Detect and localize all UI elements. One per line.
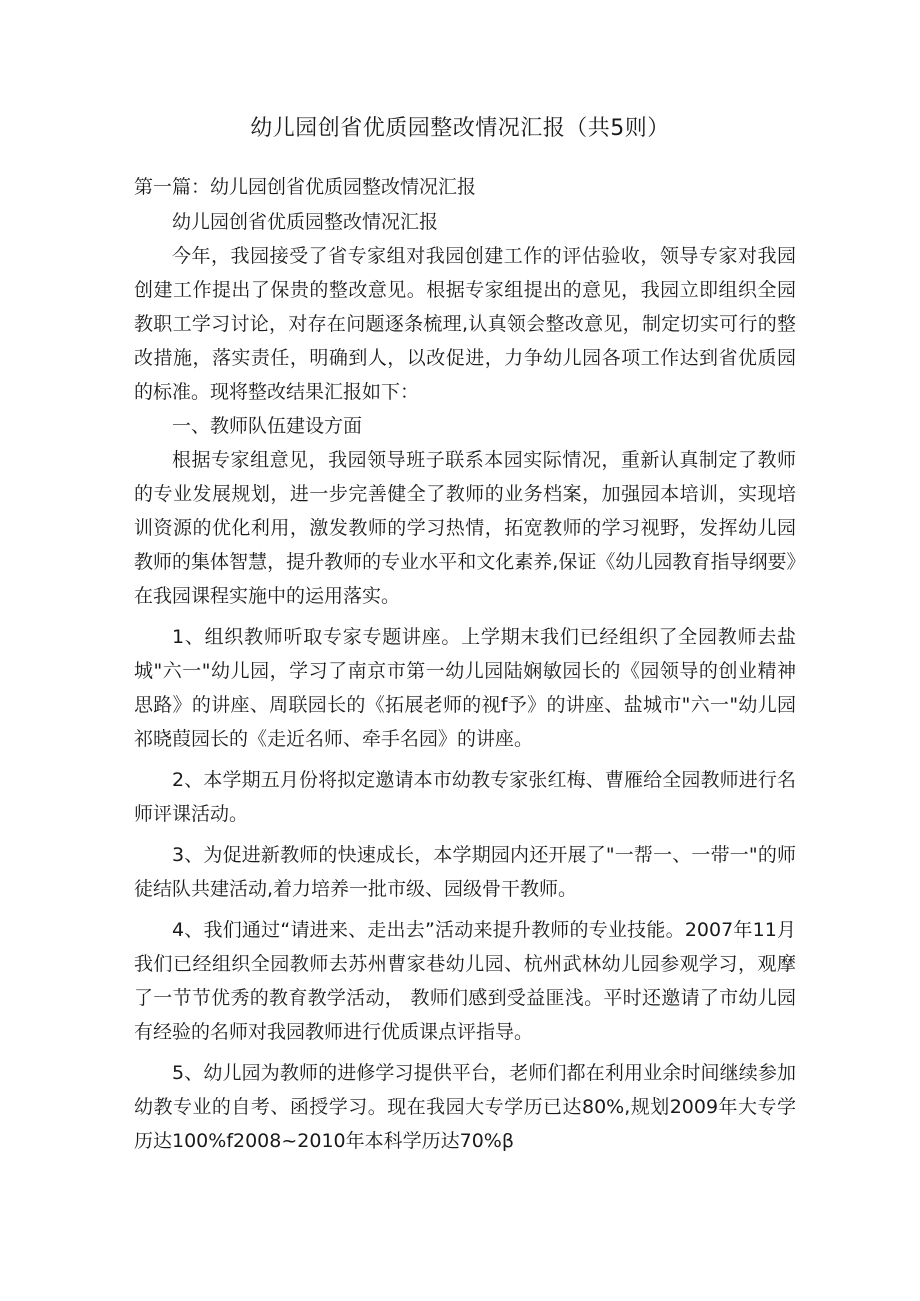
report-subtitle: 幼儿园创省优质园整改情况汇报 bbox=[172, 211, 439, 233]
list-item-2: 2、本学期五月份将拟定邀请本市幼教专家张红梅、曹雁给全园教师进行名师评课活动。 bbox=[134, 769, 796, 825]
paragraph-teacher-team: 根据专家组意见，我园领导班子联系本园实际情况，重新认真制定了教师的专业发展规划，进一步完善健全了教师的业务档案，加强园本培训，实现培训资源的优化利用，激发教师的学习热情，拓宽教师的学习视野，发挥幼儿园教师的集体智慧，提升教师的专业水平和文化素养,保证《幼儿园教育指导纲要》在我园课程实施中的运用落实。 bbox=[134, 449, 796, 607]
subsection-heading: 一、教师队伍建设方面 bbox=[172, 415, 363, 437]
list-item-5: 5、幼儿园为教师的进修学习提供平台，老师们都在利用业余时间继续参加幼教专业的自考、函授学习。现在我园大专学历已达80%,规划2009年大专学历达100%f2008~2010年本科学历达70%β bbox=[134, 1062, 796, 1152]
document-title: 幼儿园创省优质园整改情况汇报（共5则） bbox=[250, 116, 670, 141]
paragraph-intro: 今年，我园接受了省专家组对我园创建工作的评估验收，领导专家对我园创建工作提出了保贵的整改意见。根据专家组提出的意见，我园立即组织全园教职工学习讨论，对存在问题逐条梳理,认真领会整改意见，制定切实可行的整改措施，落实责任，明确到人，以改促进，力争幼儿园各项工作达到省优质园的标准。现将整改结果汇报如下： bbox=[134, 245, 796, 403]
list-item-4: 4、我们通过“请进来、走出去”活动来提升教师的专业技能。2007年11月我们已经组织全园教师去苏州曹家巷幼儿园、杭州武林幼儿园参观学习，观摩了一节节优秀的教育教学活动， 教师们感到受益匪浅。平时还邀请了市幼儿园有经验的名师对我园教师进行优质课点评指导。 bbox=[134, 919, 796, 1043]
document-body bbox=[134, 205, 796, 1158]
list-item-1: 1、组织教师听取专家专题讲座。上学期末我们已经组织了全园教师去盐城"六一"幼儿园，学习了南京市第一幼儿园陆娴敏园长的《园领导的创业精神思路》的讲座、周联园长的《拓展老师的视f予》的讲座、盐城市"六一"幼儿园祁晓葭园长的《走近名师、牵手名园》的讲座。 bbox=[134, 626, 796, 750]
list-item-3: 3、为促进新教师的快速成长，本学期园内还开展了"一帮一、一带一"的师徒结队共建活动,着力培养一批市级、园级骨干教师。 bbox=[134, 844, 796, 900]
section-heading: 第一篇：幼儿园创省优质园整改情况汇报 bbox=[134, 176, 477, 198]
